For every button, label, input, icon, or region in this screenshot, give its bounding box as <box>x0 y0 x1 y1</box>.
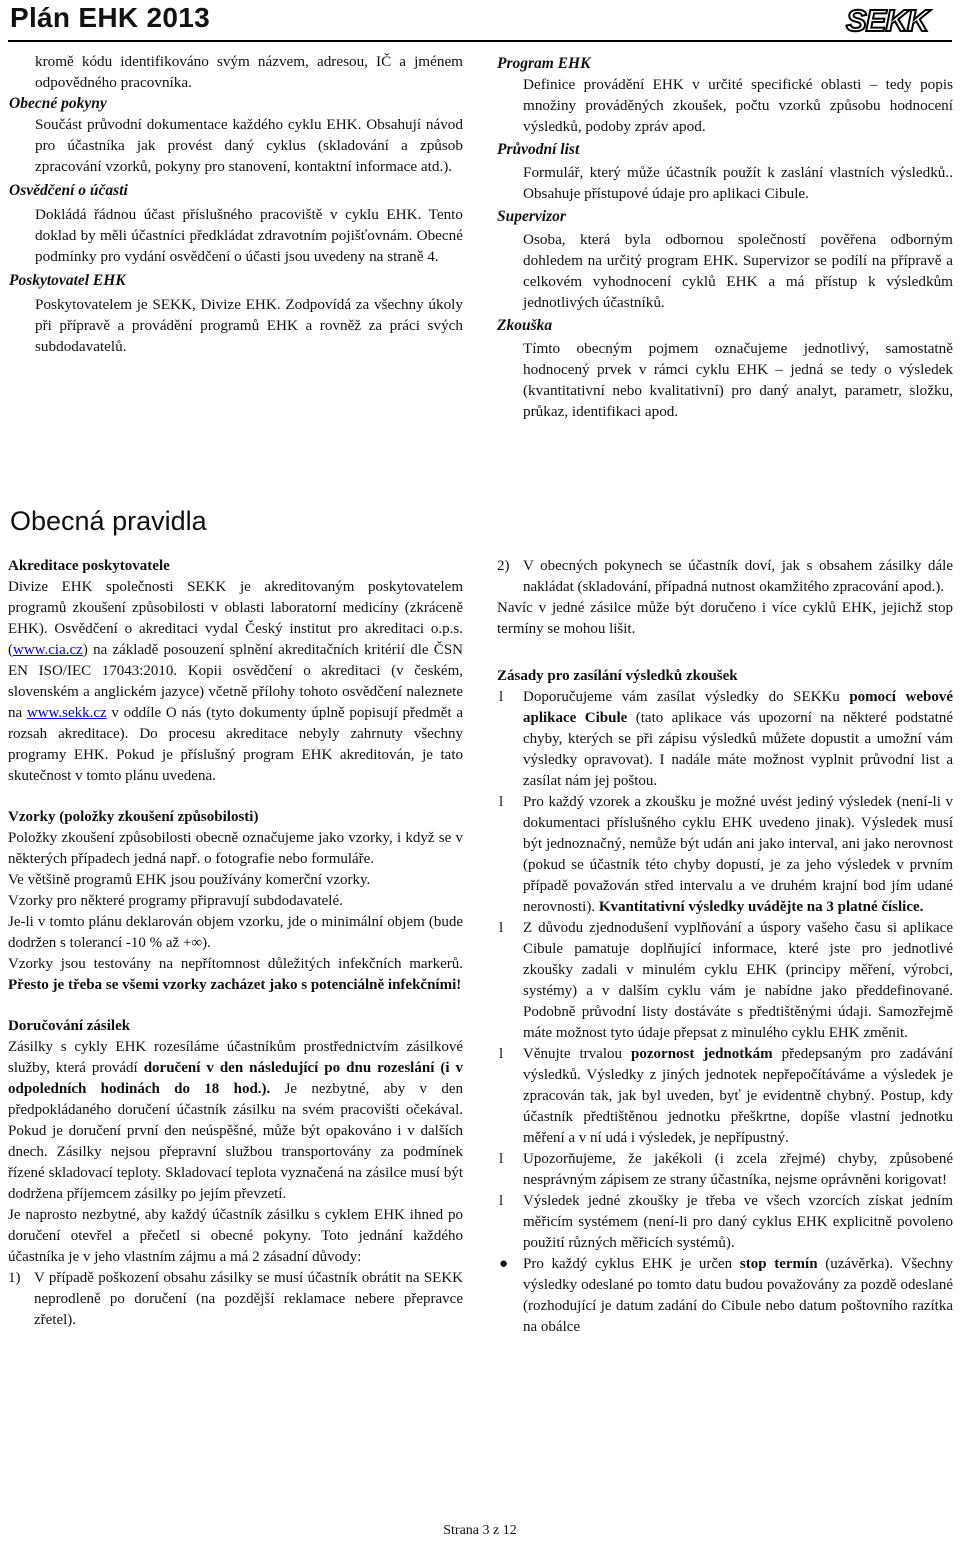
delivery-text: Zásilky s cykly EHK rozesíláme účastníkům prostřednictvím zásilkové služby, která provádí doručení v den následující po dnu rozeslání (i v odpoledních hodinách do 18 hod.). Je nezbytné, aby v den předpokládaného doručení účastník zásilku na svém pracovišti očekával. Pokud je doručení první den neúspěšné, může být opakováno i v dalších dnech. Zásilky nejsou přepravní službou transportovány za podmínek řízené skladovací teploty. Skladovací teplota vyznačená na zásilce musí být dodržena příjemcem zásilky po jejím převzetí. <box>8 1039 464 1202</box>
delivery-text: Je naprosto nezbytné, aby každý účastník zásilku s cyklem EHK ihned po doručení otevřel a přečetl si obecné pokyny. Toto jednání každého účastníka je v jeho vlastním zájmu a má 2 zásadní důvody: <box>8 1207 463 1265</box>
glossary-term-title: Osvědčení o účasti <box>9 182 128 199</box>
subsection-title: Akreditace poskytovatele <box>8 558 170 574</box>
glossary-term-text: Osoba, která byla odbornou společností pověřena odborným dohledem na určitý program EHK. Supervizor se podílí na přípravě a celkovém vyhodnocení cyklů EHK a má přístup k výsledkům jednotlivých účastníků. <box>523 231 953 311</box>
numbered-item: 1) V případě poškození obsahu zásilky se musí účastník obrátit na SEKK neprodleně po doručení (na pozdější reklamace nebere přepravce zřetel). <box>8 1270 463 1328</box>
glossary-term-title: Poskytovatel EHK <box>9 272 126 289</box>
samples-text: Ve většině programů EHK jsou používány komerční vzorky. <box>8 872 371 888</box>
glossary-term-text: Součást průvodní dokumentace každého cyklu EHK. Obsahují návod pro účastníka jak provést daný cyklus (skladování a způsob zpracování vzorků, pokyny pro stanovení, kontaktní informace atd.). <box>35 116 463 175</box>
header-divider <box>8 40 952 42</box>
samples-text: Vzorky pro některé programy připravují subdodavatelé. <box>8 893 343 909</box>
sekk-logo: SEKK <box>846 3 929 38</box>
document-title: Plán EHK 2013 <box>10 2 210 33</box>
rules-right-column <box>497 556 953 1338</box>
list-item: l Výsledek jedné zkoušky je třeba ve všech vzorcích získat jedním měřicím systémem (není-li pro daný cyklus EHK explicitně povoleno použití různých měřicích systémů). <box>499 1193 953 1251</box>
glossary-term-title: Zkouška <box>497 317 553 334</box>
samples-text: Je-li v tomto plánu deklarován objem vzorku, jde o minimální objem (bude dodržen s tolerancí -10 % až +∞). <box>8 914 463 951</box>
samples-warning: Vzorky jsou testovány na nepřítomnost důležitých infekčních markerů. Přesto je třeba se všemi vzorky zacházet jako s potenciálně infekčními! <box>8 956 463 993</box>
subsection-title: Doručování zásilek <box>8 1018 131 1034</box>
glossary-term-text: Formulář, který může účastník použít k zaslání vlastních výsledků.. Obsahuje přístupové údaje pro aplikaci Cibule. <box>523 164 953 202</box>
sekk-link[interactable]: www.sekk.cz <box>26 705 107 721</box>
glossary-right-column <box>497 53 953 422</box>
list-item: ● Pro každý cyklus EHK je určen stop termín (uzávěrka). Všechny výsledky odeslané po tomto datu budou považovány za pozdě odeslané (rozhodující je datum zadání do Cibule nebo datum poštovního razítka na obálce <box>499 1256 953 1335</box>
glossary-intro-text: kromě kódu identifikováno svým názvem, adresou, IČ a jménem odpovědného pracovníka. <box>35 53 463 91</box>
numbered-item: 2) V obecných pokynech se účastník doví, jak s obsahem zásilky dále nakládat (skladování, případná nutnost okamžitého zpracování apod.). <box>497 558 953 595</box>
rules-left-column <box>8 556 463 1331</box>
list-item: l Doporučujeme vám zasílat výsledky do SEKKu pomocí webové aplikace Cibule (tato aplikace vás upozorní na některé podstatné chyby, kterých se při zápisu výsledků můžete dopustit a umožní vám výsledky opravovat). I nadále máte možnost vyplnit průvodní list a zasílat nám jej poštou. <box>499 689 953 789</box>
page-header <box>0 0 960 40</box>
glossary-term-title: Supervizor <box>497 208 566 225</box>
glossary-term-text: Poskytovatelem je SEKK, Divize EHK. Zodpovídá za všechny úkoly při přípravě a provádění programů EHK a rovněž za práci svých subdodavatelů. <box>35 296 463 355</box>
glossary-term-title: Průvodní list <box>497 141 580 158</box>
section-heading: Obecná pravidla <box>10 506 207 536</box>
glossary-left-column <box>9 51 463 357</box>
glossary-term-title: Obecné pokyny <box>9 95 107 112</box>
list-item: l Upozorňujeme, že jakékoli (i zcela zřejmé) chyby, způsobené nesprávným zápisem ze strany účastníka, nejsme oprávněni korigovat! <box>499 1151 953 1188</box>
cia-link[interactable]: www.cia.cz <box>13 642 83 658</box>
page-number: Strana 3 z 12 <box>443 1523 517 1538</box>
glossary-term-text: Dokládá řádnou účast příslušného pracoviště v cyklu EHK. Tento doklad by měli účastníci předkládat zdravotním pojišťovnám. Obecné podmínky pro vydání osvědčení o účasti jsou uvedeny na straně 4. <box>35 206 463 265</box>
glossary-term-text: Definice provádění EHK v určité specifické oblasti – tedy popis množiny prováděných zkoušek, počtu vzorků způsobu hodnocení výsledků, podoby zpráv apod. <box>523 76 953 135</box>
glossary-term-text: Tímto obecným pojmem označujeme jednotlivý, samostatně hodnocený prvek v rámci cyklu EHK – jedná se tedy o výsledek (kvantitativní nebo kvalitativní) pro daný analyt, parametr, složku, průkaz, identifikaci apod. <box>523 340 953 420</box>
delivery-text: Navíc v jedné zásilce může být doručeno i více cyklů EHK, jejichž stop termíny se mohou lišit. <box>497 600 953 637</box>
list-item: l Pro každý vzorek a zkoušku je možné uvést jediný výsledek (není-li v dokumentaci příslušného cyklu EHK uvedeno jinak). Výsledek musí být jednoznačný, nemůže být udán ani jako interval, ani jako nerovnost (pokud se účastník této chyby dopustí, je za jeho výsledek v prvním případě považován střed intervalu a ve druhém krajní bod jím udané nerovnosti). Kvantitativní výsledky uvádějte na 3 platné číslice. <box>499 794 953 915</box>
list-item: l Z důvodu zjednodušení vyplňování a úspory vašeho času si aplikace Cibule pamatuje doplňující informace, které jste pro jednotlivé zkoušky zadali v minulém cyklu EHK (principy měření, výrobci, systémy) a v dalším cyklu vám je nabídne jako předdefinované. Podobně průvodní listy dostáváte s předtištěnými údaji. Samozřejmě máte možnost tyto údaje přepsat z minulého cyklu EHK změnit. <box>499 920 953 1041</box>
subsection-title: Vzorky (položky zkoušení způsobilosti) <box>8 809 259 825</box>
subsection-title: Zásady pro zasílání výsledků zkoušek <box>497 668 738 684</box>
list-item: l Věnujte trvalou pozornost jednotkám předepsaným pro zadávání výsledků. Výsledky z jiných jednotek nepřepočítáváme a výsledek je zpracován tak, jak byl uveden, byť je evidentně chybný. Postup, kdy účastník předtištěnou jednotku přeškrtne, dopíše vlastní jednotku měření a v ní udá i výsledek, je nepřípustný. <box>499 1046 953 1146</box>
glossary-term-title: Program EHK <box>497 55 591 72</box>
accreditation-text: Divize EHK společnosti SEKK je akreditovaným poskytovatelem programů zkoušení způsobilosti v oblasti laboratorní medicíny (zkráceně EHK). Osvědčení o akreditaci vydal Český institut pro akreditaci o.p.s. (www.cia.cz) na základě posouzení splnění akreditačních kritérií dle ČSN EN ISO/IEC 17043:2010. Kopii osvědčení o akreditaci (v českém, slovenském a anglickém jazyce) včetně přílohy tohoto osvědčení naleznete na www.sekk.cz v oddíle O nás (tyto dokumenty úplně popisují předmět a rozsah akreditace). Do procesu akreditace nebyly zahrnuty všechny programy EHK. Pokud je příslušný program EHK akreditován, je tato skutečnost v tomto plánu uvedena. <box>8 579 463 784</box>
samples-text: Položky zkoušení způsobilosti obecně označujeme jako vzorky, i když se v některých případech jedná např. o fotografie nebo formuláře. <box>8 830 463 867</box>
results-rules-list <box>497 687 953 1338</box>
